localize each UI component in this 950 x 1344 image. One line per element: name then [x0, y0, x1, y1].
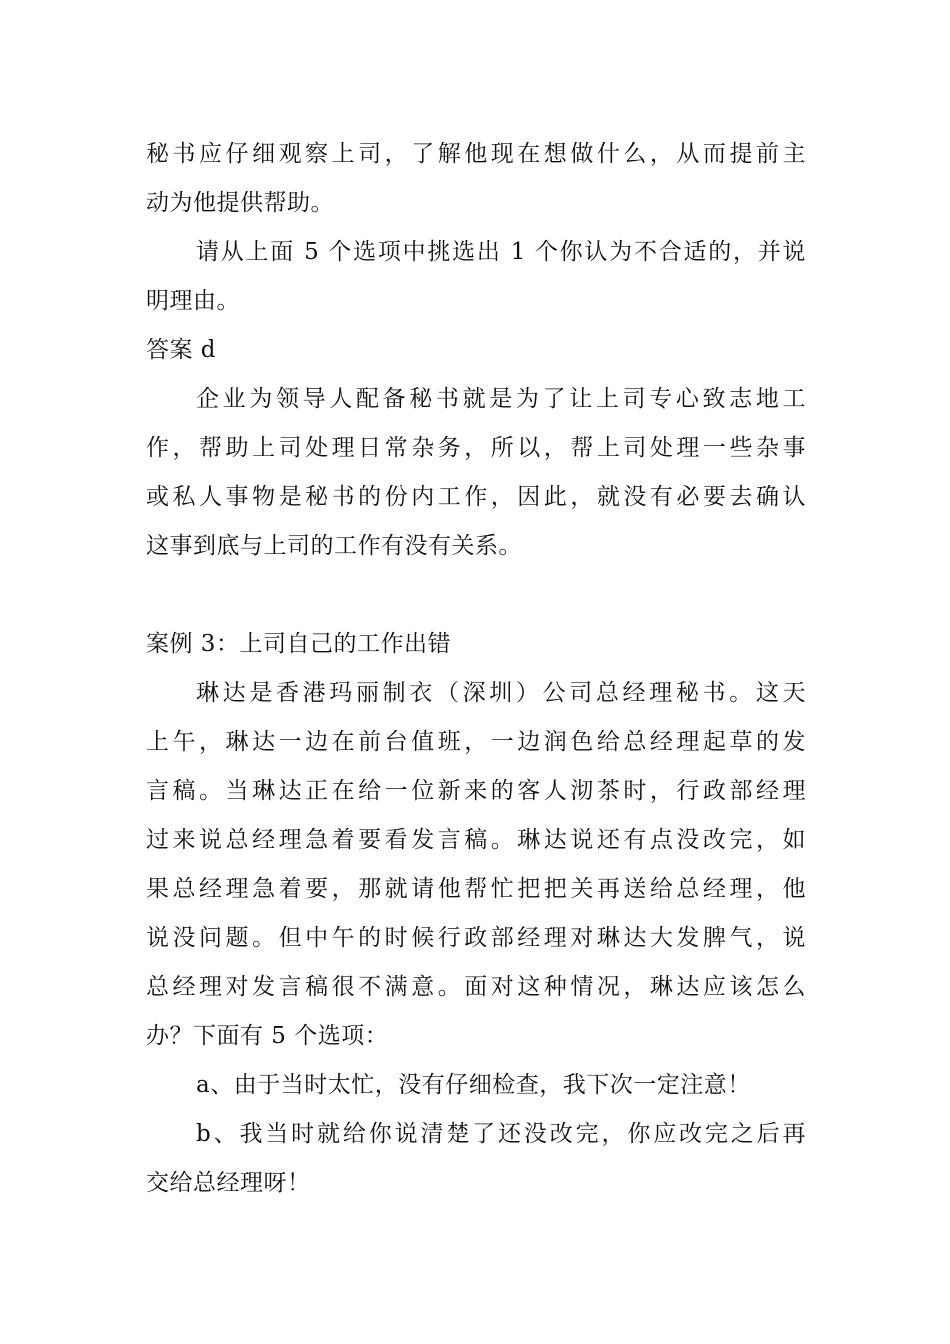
paragraph-line: 请从上面 5 个选项中挑选出 1 个你认为不合适的，并说: [196, 239, 806, 265]
paragraph-line: 或私人事物是秘书的份内工作，因此，就没有必要去确认: [146, 484, 806, 510]
answer-line: 答案 d: [146, 337, 217, 363]
case-heading: 案例 3：上司自己的工作出错: [146, 631, 451, 657]
option-b-continued: 交给总经理呀！: [146, 1170, 311, 1196]
paragraph-line: 琳达是香港玛丽制衣（深圳）公司总经理秘书。这天: [196, 680, 806, 706]
paragraph-line: 作，帮助上司处理日常杂务，所以，帮上司处理一些杂事: [146, 435, 806, 461]
blank-line: [146, 571, 806, 620]
paragraph-line: 言稿。当琳达正在给一位新来的客人沏茶时，行政部经理: [146, 778, 806, 804]
paragraph-line: 动为他提供帮助。: [146, 190, 334, 216]
paragraph-line: 果总经理急着要，那就请他帮忙把把关再送给总经理，他: [146, 876, 806, 902]
paragraph-line: 总经理对发言稿很不满意。面对这种情况，琳达应该怎么: [146, 974, 806, 1000]
paragraph-line: 过来说总经理急着要看发言稿。琳达说还有点没改完，如: [146, 827, 806, 853]
option-a: a、由于当时太忙，没有仔细检查，我下次一定注意！: [196, 1072, 751, 1098]
option-b: b、我当时就给你说清楚了还没改完，你应改完之后再: [196, 1121, 806, 1147]
paragraph-line: 企业为领导人配备秘书就是为了让上司专心致志地工: [196, 386, 806, 412]
paragraph-line: 办？下面有 5 个选项：: [146, 1023, 389, 1049]
document-page: [146, 130, 806, 1208]
paragraph-line: 这事到底与上司的工作有没有关系。: [146, 533, 522, 559]
paragraph-line: 秘书应仔细观察上司，了解他现在想做什么，从而提前主: [146, 141, 806, 167]
paragraph-line: 说没问题。但中午的时候行政部经理对琳达大发脾气，说: [146, 925, 806, 951]
paragraph-line: 明理由。: [146, 288, 240, 314]
paragraph-line: 上午，琳达一边在前台值班，一边润色给总经理起草的发: [146, 729, 806, 755]
